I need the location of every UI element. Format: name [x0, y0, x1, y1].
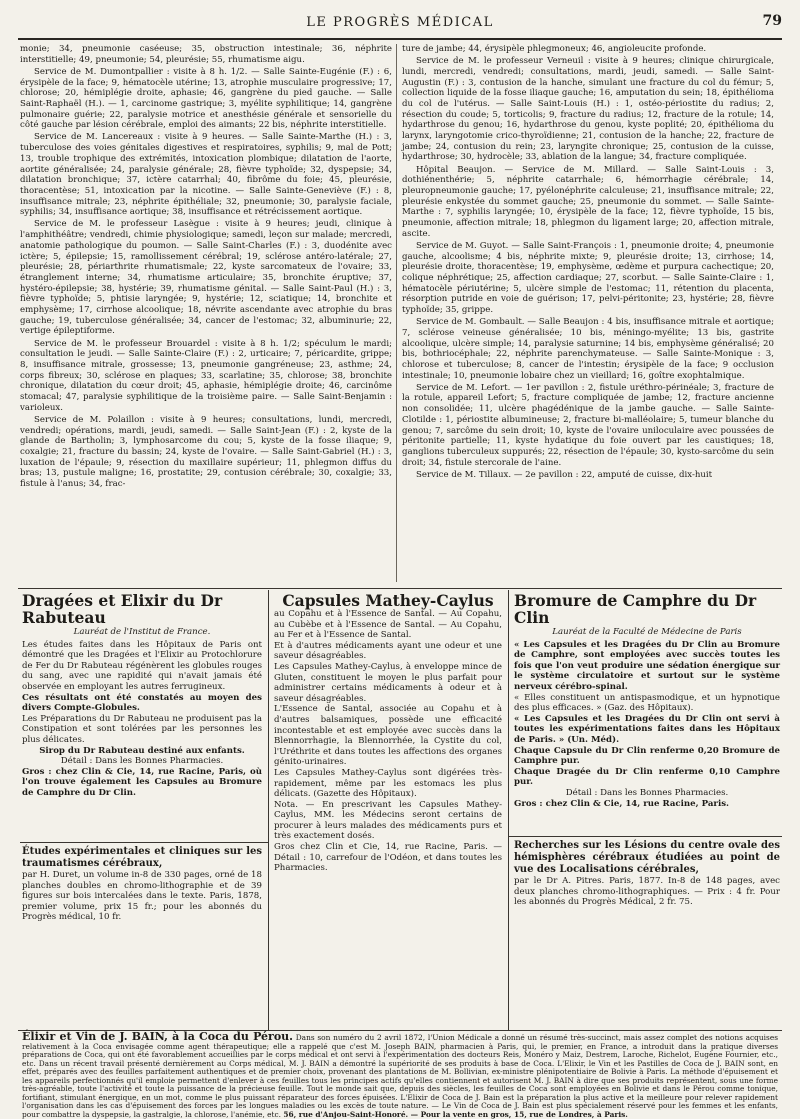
journal-title: LE PROGRÈS MÉDICAL — [306, 15, 494, 30]
ad-divider — [268, 590, 269, 1030]
ad-bromure-subheading: Lauréat de la Faculté de Médecine de Paris — [552, 627, 742, 637]
ad-rabuteau-subheading: Lauréat de l'Institut de France. — [73, 627, 211, 637]
ad-mathey-gros: Gros chez Clin et Cie, 14, rue Racine, Paris. — Détail : 10, carrefour de l'Odéon, et dans toutes les Pharmacies. — [274, 842, 502, 874]
ad-mathey-body: Les Capsules Mathey-Caylus, à enveloppe mince de Gluten, constituent le moyen le plus parfait pour administrer certains médicaments à odeur et à saveur désagréables. — [274, 661, 502, 704]
ads-top-rule — [18, 588, 782, 589]
right-paragraph: Service de M. Gombault. — Salle Beaujon : 4 bis, insuffisance mitrale et aortique; 7, sclérose veineuse généralisée; 10 bis, méningo-myélite; 13 bis, gastrite alcoolique, ulcère simple; 14, paralysie saturnine; 14 bis, emphysème généralisé; 20 bis, bothriocéphale; 22, néphrite parenchymateuse. — Salle Sainte-Monique : 3, chlorose et tuberculose; 8, cancer de l'intestin; érysipèle de la face; 9 occlusion intestinale; 10, pneumonie lobaire chez un vieillard; 16, goître exophtalmique. — [402, 317, 774, 381]
ad-rabuteau-heading: Dragées et Elixir du Dr Rabuteau — [22, 591, 223, 627]
right-paragraph: Service de M. Guyot. — Salle Saint-François : 1, pneumonie droite; 4, pneumonie gauche, alcoolisme; 4 bis, néphrite mixte; 9, pleurésie droite; 13, cirrhose; 14, pleurésie droite, thoracentèse; 19, emphysème, œdème et purpura cachectique; 20, colique néphrétique; 25, affection cardiaque; 27, scorbut. — Salle Sainte-Claire : 1, hématocèle périutérine; 5, ulcère simple de l'estomac; 11, rétention du placenta, résorption putride en voie de guérison; 17, pelvi-péritonite; 23, hystérie; 28, fièvre typhoïde; 35, grippe. — [402, 240, 774, 316]
ad-bromure-body: « Les Capsules et les Dragées du Dr Clin ont servi à toutes les expérimentations faites dans les Hôpitaux de Paris. » (Un. Méd). — [514, 713, 780, 745]
right-column — [402, 44, 774, 584]
ad-mathey-body: au Copahu et à l'Essence de Santal. — Au Copahu, au Cubèbe et à l'Essence de Santal. — Au Copahu, au Fer et à l'Essence de Santal. — [274, 609, 502, 641]
ad-recherches — [514, 840, 780, 1026]
ad-bromure-body: « Elles constituent un antispasmodique, et un hypnotique des plus efficaces. » (Gaz. des Hôpitaux). — [514, 692, 780, 714]
ad-mathey-caylus — [274, 592, 502, 1026]
ad-mathey-nota: Nota. — En prescrivant les Capsules Mathey-Caylus, MM. les Médecins seront certains de procurer à leurs malades des médicaments purs et très exactement dosés. — [274, 799, 502, 842]
ad-rabuteau-p2: Ces résultats ont été constatés au moyen des divers Compte-Globules. — [22, 692, 262, 714]
page-header — [18, 10, 782, 38]
left-paragraph: monie; 34, pneumonie caséeuse; 35, obstruction intestinale; 36, néphrite interstitielle; 49, pneumonie; 54, pleurésie; 55, rhumatisme aigu. — [20, 44, 392, 65]
right-paragraph: Service de M. Lefort. — 1er pavillon : 2, fistule uréthro-périnéale; 3, fracture de la rotule, appareil Lefort; 5, fracture compliquée de jambe; 12, fracture ancienne non consolidée; 11, ulcère phagédénique de la jambe gauche. — Salle Sainte-Clotilde : 1, périostite albumineuse; 2, fracture bi-malléolaire; 5, tumeur blanche du genou; 7, sarcôme du sein droit; 10, kyste de l'ovaire uniloculaire avec poussées de péritonite partielle; 11, kyste hydatique du foie ouvert par les caustiques; 18, ganglions tuberculeux suppurés; 22, résection de l'épaule; 30, kysto-sarcôme du sein droit; 34, fistule stercorale de l'aine. — [402, 382, 774, 468]
ad-separator — [20, 842, 268, 843]
left-paragraph: Service de M. le professeur Brouardel : visite à 8 h. 1/2; spéculum le mardi; consultation le jeudi. — Salle Sainte-Claire (F.) : 2, urticaire; 7, péricardite, grippe; 8, insuffisance mitrale, grossesse; 13, pneumonie gangréneuse; 23, asthme; 24, corps fibreux; 30, sclérose en plaques; 33, scarlatine; 35, chlorose; 38, bronchite chronique, dilatation du cœur droit; 45, aphasie, hémiplégie droite; 46, carcinôme stomacal; 47, paralysie syphilitique de la troisième paire. — Salle Saint-Benjamin : varioleux. — [20, 338, 392, 413]
left-paragraph: Service de M. le professeur Lasègue : visite à 9 heures; jeudi, clinique à l'amphithéâtre; vendredi, chimie physiologique; samedi, leçon sur malade; mercredi, anatomie pathologique du poumon. — Salle Saint-Charles (F.) : 3, duodénite avec ictère; 5, épilepsie; 15, ramollissement cérébral; 19, sclérose antéro-latérale; 27, pleurésie; 28, périarthrite rhumatismale; 22, kyste sarcomateux de l'ovaire; 33, étranglement interne; 34, rhumatisme articulaire; 35, bronchite éruptive; 37, hystéro-épilepsie; 38, hystérie; 39, rhumatisme génital. — Salle Saint-Paul (H.) : 3, fièvre typhoïde; 5, phtisie laryngée; 9, hystérie; 12, sciatique; 14, bronchite et emphysème; 17, cirrhose alcoolique; 18, névrite ascendante avec atrophie du bras gauche; 19, tuberculose généralisée; 34, cancer de l'estomac; 32, albuminurie; 22, vertige épileptiforme. — [20, 219, 392, 337]
ad-bromure-dose: Chaque Dragée du Dr Clin renferme 0,10 Camphre pur. — [514, 766, 780, 788]
ad-rabuteau-detail: Détail : Dans les Bonnes Pharmacies. — [60, 756, 224, 767]
left-column — [20, 44, 392, 584]
ad-bain-heading: Élixir et Vin de J. BAIN, à la Coca du Pérou. — [22, 1030, 294, 1043]
right-paragraph: Service de M. le professeur Verneuil : visite à 9 heures; clinique chirurgicale, lundi, mercredi, vendredi; consultations, mardi, jeudi, samedi. — Salle Saint-Augustin (F.) : 3, contusion de la hanche, simulant une fracture du col du fémur; 5, collection liquide de la fosse iliaque gauche; 16, amputation du sein; 18, épithélioma du col de l'utérus. — Salle Saint-Louis (H.) : 1, ostéo-périostite du radius; 2, résection du coude; 5, torticolis; 9, fracture du radius; 12, fracture de la rotule; 14, hydarthrose du genou; 16, hydarthrose du genou, kyste poplité; 20, épithélioma du larynx, laryngotomie crico-thyroïdienne; 21, contusion de la hanche; 22, fracture de jambe; 24, contusion du rein; 23, laryngite chronique; 25, contusion de la cuisse, hydarthrose; 30, hydrocèle; 33, ablation de la langue; 34, fracture compliquée. — [402, 56, 774, 163]
ad-rabuteau — [22, 592, 262, 838]
right-paragraph: Service de M. Tillaux. — 2e pavillon : 22, amputé de cuisse, dix-huit — [416, 469, 713, 480]
left-paragraph: Service de M. Polaillon : visite à 9 heures; consultations, lundi, mercredi, vendredi; opérations, mardi, jeudi, samedi. — Salle Saint-Jean (F.) : 2, kyste de la glande de Bartholin; 3, lymphosarcome du cou; 5, kyste de la fosse iliaque; 9, coxalgie; 21, fracture du bassin; 24, kyste de l'ovaire. — Salle Saint-Gabriel (H.) : 3, luxation de l'épaule; 9, résection du maxillaire supérieur; 11, phlegmon diffus du bras; 13, pustule maligne; 16, prostatite; 29, contusion cérébrale; 30, coxalgie; 33, fistule à l'anus; 34, frac- — [20, 414, 392, 490]
ad-bain-lead: Dans son numéro du 2 avril 1872, l'Union Médicale a donné un résumé très-succinct, mais assez complet des notions acquises relativement à la Coca envisagée comme agent thérapeutique; elle a rappelé que c'est M. Joseph BAIN, pharmacien à Paris, qui, le premier, en France, a introduit dans la pratique diverses préparations de Coca, qui ont été favorablement accueillies par le corps médical et ont servi à l'expérimentation des docteurs Reis, Monéro y Maiz, Destrem, Laroche, Richelot, Eugène Fournier, etc., etc. Dans un récent travail présenté dernièrement au Corps médical, M. J. BAIN a démontré la supériorité de ses produits à base de Coca. L'Elixir, le Vin et les Pastilles de Coca de J. BAIN sont, en effet, préparés avec des feuilles parfaitement authentiques et de premier choix, provenant des plantations de M. Bollivian, ex-ministre plénipotentiaire de Bolivie à Paris. La méthode d'épuisement et les appareils perfectionnés qu'il emploie permettent d'enlever à ces feuilles tous les principes actifs qu'elles contiennent et autorisent M. J. BAIN à dire que ses produits représentent, sous une forme très-agréable, toute l'activité et toute la puissance de la précieuse feuille. Tout le monde sait que, depuis des siècles, les feuilles de Coca sont employées en Bolivie et dans le Pérou comme tonique, fortifiant, stimulant énergique, en un mot, comme le plus puissant réparateur des forces épuisées. L'Elixir de Coca de J. Bain est la préparation la plus active et la meilleure pour relever rapidement l'organisation dans les cas d'épuisement des forces par les longues maladies ou les excès de toute nature. — Le Vin de Coca de J. Bain est plus spécialement réservé pour les femmes et les enfants, pour combattre la dyspepsie, la gastralgie, la chlorose, l'anémie, etc. — [22, 1033, 778, 1119]
ad-mathey-body: Les Capsules Mathey-Caylus sont digérées très-rapidement, même par les estomacs les plus délicats. (Gazette des Hôpitaux). — [274, 767, 502, 800]
ad-rabuteau-p4: Sirop du Dr Rabuteau destiné aux enfants. — [39, 745, 245, 756]
ad-bromure-gros: Gros : chez Clin & Cie, 14, rue Racine, Paris. — [514, 798, 730, 809]
ad-bain-footer: 56, rue d'Anjou-Saint-Honoré. — Pour la vente en gros, 15, rue de Londres, à Paris. — [283, 1109, 628, 1119]
ad-divider — [508, 590, 509, 1030]
ad-bromure-dose: Chaque Capsule du Dr Clin renferme 0,20 Bromure de Camphre pur. — [514, 745, 780, 767]
ad-bain-text — [22, 1030, 778, 1119]
ad-rabuteau-body: Les études faites dans les Hôpitaux de Paris ont démontré que les Dragées et l'Elixir au Protochlorure de Fer du Dr Rabuteau régénèrent les globules rouges du sang, avec une rapidité qui n'avait jamais été observée en employant les autres ferrugineux. — [22, 639, 262, 692]
ad-etudes-heading: Études expérimentales et cliniques sur les traumatismes cérébraux, — [22, 846, 262, 869]
ad-bromure-detail: Détail : Dans les Bonnes Pharmacies. — [565, 787, 729, 798]
ad-bain — [22, 1030, 778, 1119]
column-separator — [396, 44, 397, 582]
ad-bromure-camphre — [514, 592, 780, 832]
page-number: 79 — [762, 13, 782, 29]
ad-etudes-body: par H. Duret, un volume in-8 de 330 pages, orné de 18 planches doubles en chromo-lithographie et de 39 figures sur bois intercalées dans le texte. Paris, 1878, premier volume, prix 15 fr.; pour les abonnés du Progrès médical, 10 fr. — [22, 870, 262, 923]
ad-mathey-heading: Capsules Mathey-Caylus — [282, 591, 494, 610]
ad-mathey-body: Et à d'autres médicaments ayant une odeur et une saveur désagréables. — [274, 640, 502, 662]
ad-rabuteau-p3: Les Préparations du Dr Rabuteau ne produisent pas la Constipation et sont tolérées par les personnes les plus délicates. — [22, 713, 262, 745]
ad-bromure-heading: Bromure de Camphre du Dr Clin — [514, 591, 757, 627]
left-paragraph: Service de M. Dumontpallier : visite à 8 h. 1/2. — Salle Sainte-Eugénie (F.) : 6, érysipèle de la face; 9, hématocèle utérine; 13, atrophie musculaire progressive; 17, chlorose; 20, hémiplégie droite, aphasie; 46, gangrène du pied gauche. — Salle Saint-Raphaël (H.). — 1, carcinome gastrique; 3, myélite syphilitique; 14, gangrène pulmonaire guérie; 22, paralysie motrice et anesthésie générale et sensorielle du côté gauche par lésion cérébrale, emploi des aimants; 22 bis, néphrite interstitielle. — [20, 66, 392, 131]
ad-mathey-body: L'Essence de Santal, associée au Copahu et à d'autres balsamiques, possède une efficacité incontestable et est employée avec succès dans la Blennorrhagie, la Blennorrhée, la Cystite du col, l'Uréthrite et dans toutes les affections des organes génito-urinaires. — [274, 704, 502, 768]
ad-etudes — [22, 846, 262, 1026]
ad-bromure-body: « Les Capsules et les Dragées du Dr Clin au Bromure de Camphre, sont employées avec succès toutes les fois que l'on veut produire une sédation énergique sur le système circulatoire et surtout sur le système nerveux cérébro-spinal. — [514, 639, 780, 692]
ad-rabuteau-gros: Gros : chez Clin & Cie, 14, rue Racine, Paris, où l'on trouve également les Capsules au Bromure de Camphre du Dr Clin. — [22, 766, 262, 798]
header-rule — [18, 38, 782, 40]
ad-recherches-heading: Recherches sur les Lésions du centre ovale des hémisphères cérébraux étudiées au point de vue des Localisations cérébrales, — [514, 840, 780, 875]
right-paragraph: ture de jambe; 44, érysipèle phlegmoneux; 46, angioleucite profonde. — [402, 44, 707, 54]
left-paragraph: Service de M. Lancereaux : visite à 9 heures. — Salle Sainte-Marthe (H.) : 3, tuberculose des voies génitales digestives et respiratoires, syphilis; 9, mal de Pott; 13, trouble trophique des extrémités, intoxication plombique; dilatation de l'aorte, aortite généralisée; 24, paralysie générale; 28, fièvre typhoïde; 32, dyspepsie; 34, dilatation bronchique; 37, ictère catarrhal; 40, fibrôme du foie; 45, pleurésie, thoracentèse; 51, intoxication par la nicotine. — Salle Sainte-Geneviève (F.) : 8, insuffisance mitrale; 23, néphrite épithéliale; 32, pneumonie; 30, paralysie faciale, syphilis; 34, insuffisance aortique; 38, insuffisance et rétrécissement aortique. — [20, 132, 392, 218]
ad-separator — [508, 836, 782, 837]
ad-recherches-body: par le Dr A. Pitres. Paris, 1877. In-8 de 148 pages, avec deux planches chromo-lithographiques. — Prix : 4 fr. Pour les abonnés du Progrès Médical, 2 fr. 75. — [514, 876, 780, 908]
right-paragraph: Hôpital Beaujon. — Service de M. Millard. — Salle Saint-Louis : 3, dothiénenthérie; 5, néphrite catarrhale; 6, hémorrhagie cérébrale; 14, pleuropneumonie gauche; 17, pyélonéphrite calculeuse; 21, insuffisance mitrale; 22, pleurésie enkystée du sommet gauche; 25, pneumonie du sommet. — Salle Sainte-Marthe : 7, syphilis laryngée; 10, érysipèle de la face; 12, fièvre typhoïde, 15 bis, pneumonie, affection mitrale; 18, phlegmon du ligament large; 20, affection mitrale, ascite. — [402, 164, 774, 239]
